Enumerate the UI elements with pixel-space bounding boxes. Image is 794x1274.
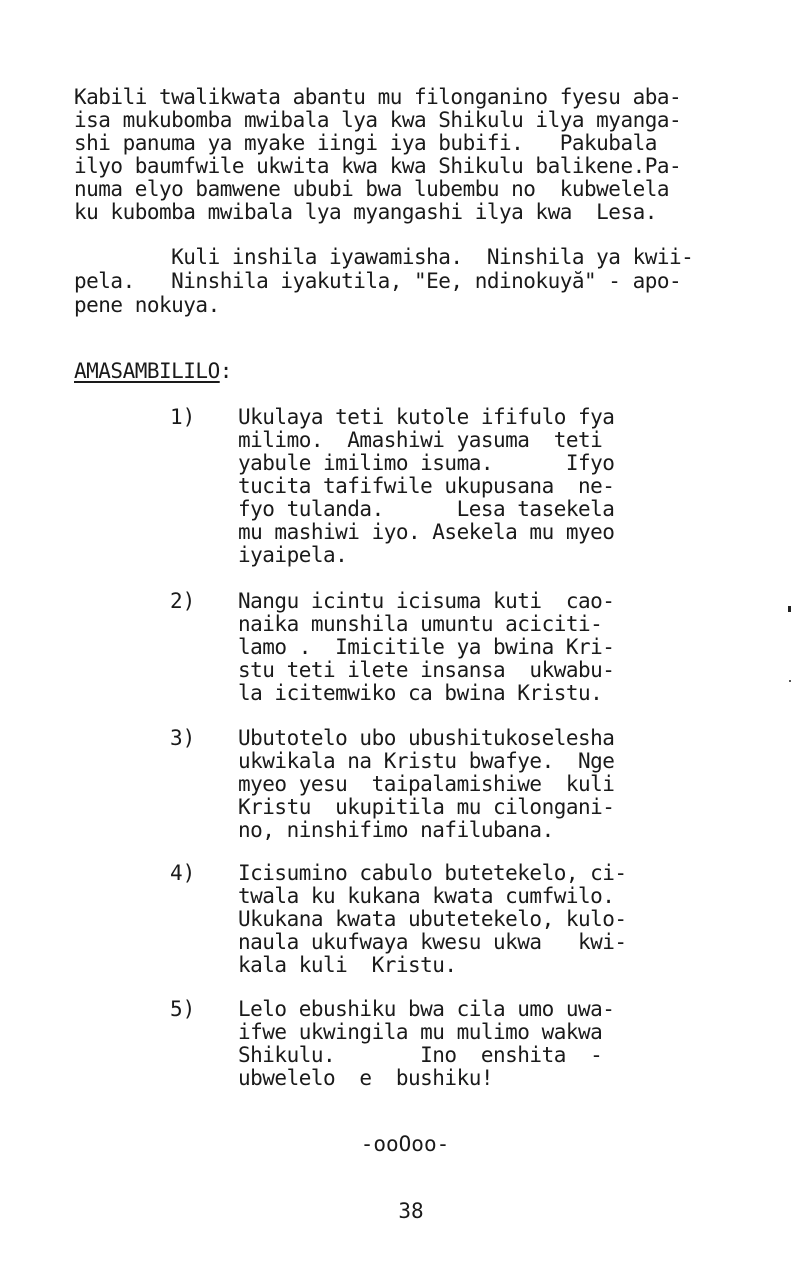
list-item-number: 1) <box>170 405 196 429</box>
list-item-line: stu teti ilete insansa ukwabu- <box>238 658 615 682</box>
paragraph-1-line: Kabili twalikwata abantu mu filonganino fyesu aba- <box>74 85 682 109</box>
list-item-line: milimo. Amashiwi yasuma teti <box>238 428 603 452</box>
list-item-line: Ukulaya teti kutole ififulo fya <box>238 405 615 429</box>
paragraph-2-line: pela. Ninshila iyakutila, "Ee, ndinokuyă" - apo- <box>74 269 682 293</box>
list-item-line: naika munshila umuntu aciciti- <box>238 612 603 636</box>
list-item-line: Ukukana kwata ubutetekelo, kulo- <box>238 907 627 931</box>
list-item-line: ifwe ukwingila mu mulimo wakwa <box>238 1020 603 1044</box>
paragraph-1-line: ku kubomba mwibala lya myangashi ilya kwa Lesa. <box>74 200 657 224</box>
scan-speck <box>788 606 791 612</box>
page-number: 38 <box>398 1199 424 1223</box>
list-item-number: 2) <box>170 589 196 613</box>
list-item-line: lamo . Imicitile ya bwina Kri- <box>238 635 615 659</box>
section-separator: -ooOoo- <box>360 1132 450 1156</box>
list-item-line: Icisumino cabulo butetekelo, ci- <box>238 861 627 885</box>
list-item-line: kala kuli Kristu. <box>238 953 457 977</box>
list-item-line: no, ninshifimo nafilubana. <box>238 818 554 842</box>
section-heading-colon: : <box>219 359 232 383</box>
list-item-line: mu mashiwi iyo. Asekela mu myeo <box>238 520 615 544</box>
paragraph-1-line: shi panuma ya myake iingi iya bubifi. Pakubala <box>74 131 657 155</box>
list-item-line: Ubutotelo ubo ubushitukoselesha <box>238 726 615 750</box>
list-item-line: Shikulu. Ino enshita - <box>238 1043 603 1067</box>
paragraph-1-line: numa elyo bamwene ububi bwa lubembu no kubwelela <box>74 177 670 201</box>
list-item-line: tucita tafifwile ukupusana ne- <box>238 474 615 498</box>
list-item-line: Kristu ukupitila mu cilongani- <box>238 795 615 819</box>
list-item-line: naula ukufwaya kwesu ukwa kwi- <box>238 930 627 954</box>
list-item-line: myeo yesu taipalamishiwe kuli <box>238 772 615 796</box>
scan-speck <box>789 680 791 682</box>
list-item-number: 5) <box>170 997 196 1021</box>
paragraph-2-line: pene nokuya. <box>74 293 220 317</box>
paragraph-1-line: isa mukubomba mwibala lya kwa Shikulu ilya myanga- <box>74 108 682 132</box>
list-item-line: iyaipela. <box>238 543 348 567</box>
list-item-line: Nangu icintu icisuma kuti cao- <box>238 589 615 613</box>
list-item-number: 4) <box>170 861 196 885</box>
section-heading-label: AMASAMBILILO <box>74 359 220 383</box>
list-item-line: yabule imilimo isuma. Ifyo <box>238 451 615 475</box>
list-item-line: Lelo ebushiku bwa cila umo uwa- <box>238 997 615 1021</box>
list-item-number: 3) <box>170 726 196 750</box>
list-item-line: ubwelelo e bushiku! <box>238 1066 494 1090</box>
section-heading <box>74 360 232 383</box>
paragraph-2-line: Kuli inshila iyawamisha. Ninshila ya kwii- <box>74 245 694 269</box>
paragraph-1-line: ilyo baumfwile ukwita kwa kwa Shikulu balikene.Pa- <box>74 154 682 178</box>
list-item-line: ukwikala na Kristu bwafye. Nge <box>238 749 615 773</box>
list-item-line: la icitemwiko ca bwina Kristu. <box>238 681 603 705</box>
list-item-line: twala ku kukana kwata cumfwilo. <box>238 884 615 908</box>
list-item-line: fyo tulanda. Lesa tasekela <box>238 497 615 521</box>
